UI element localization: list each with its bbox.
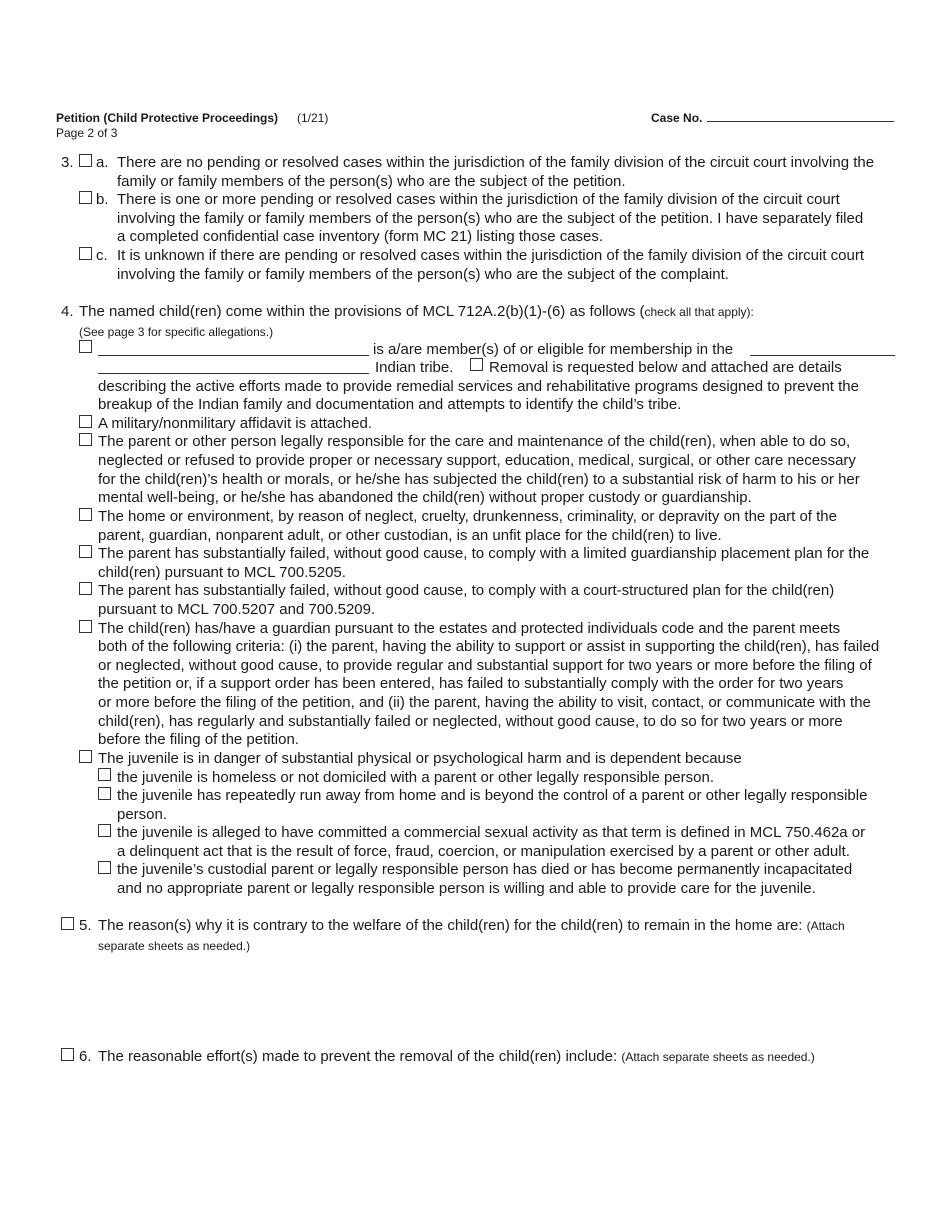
item5-text: The reason(s) why it is contrary to the welfare of the child(ren) for the child(ren) to remain in the home are: (Attach [98, 917, 845, 934]
item3b-line3: a completed confidential case inventory (form MC 21) listing those cases. [117, 228, 604, 245]
item3b-checkbox[interactable] [79, 191, 92, 204]
neglect-line1: The parent or other person legally responsible for the care and maintenance of the child(ren), when able to do so, [98, 433, 851, 450]
guardian-line4: the petition or, if a support order has been entered, has failed to substantially comply with the order for two years [98, 675, 844, 692]
item5-number: 5. [79, 917, 92, 934]
commercial-line1: the juvenile is alleged to have committed a commercial sexual activity as that term is defined in MCL 750.462a or [117, 824, 866, 841]
danger-checkbox[interactable] [79, 750, 92, 763]
child-name-field[interactable] [98, 355, 369, 356]
guardian-line1: The child(ren) has/have a guardian pursuant to the estates and protected individuals code and the parent meets [98, 620, 841, 637]
guardian-line5: or more before the filing of the petition, and (ii) the parent, having the ability to visit, contact, or communicate with the [98, 694, 871, 711]
case-no-label: Case No. [651, 111, 703, 125]
tribe-checkbox[interactable] [79, 340, 92, 353]
item3a-checkbox[interactable] [79, 154, 92, 167]
military-checkbox[interactable] [79, 415, 92, 428]
commercial-checkbox[interactable] [98, 824, 111, 837]
neglect-line2: neglected or refused to provide proper or necessary support, education, medical, surgical, or other care necessary [98, 452, 856, 469]
removal-checkbox[interactable] [470, 358, 483, 371]
item4-number: 4. [61, 303, 74, 320]
item3a-line2: family or family members of the person(s) who are the subject of the petition. [117, 173, 626, 190]
home-checkbox[interactable] [79, 508, 92, 521]
tribe-name-field-2[interactable] [98, 373, 369, 374]
guardian-line3: or neglected, without good cause, to provide regular and substantial support for two years or more before the filing of [98, 657, 872, 674]
tribe-name-field-1[interactable] [750, 355, 895, 356]
item5-note: separate sheets as needed.) [98, 939, 251, 953]
guardian-line7: before the filing of the petition. [98, 731, 299, 748]
limited-line1: The parent has substantially failed, without good cause, to comply with a limited guardianship placement plan for the [98, 545, 870, 562]
item3a-label: a. [96, 154, 109, 171]
item4-note: (See page 3 for specific allegations.) [79, 325, 274, 339]
tribe-member-text: is a/are member(s) of or eligible for membership in the [373, 341, 734, 358]
case-no-field[interactable] [707, 121, 894, 122]
limited-line2: child(ren) pursuant to MCL 700.5205. [98, 564, 346, 581]
item6-checkbox[interactable] [61, 1048, 74, 1061]
danger-text: The juvenile is in danger of substantial physical or psychological harm and is dependent because [98, 750, 742, 767]
removal-text: Removal is requested below and attached are details [489, 359, 842, 376]
runaway-line2: person. [117, 806, 168, 823]
runaway-line1: the juvenile has repeatedly run away from home and is beyond the control of a parent or other legally responsible [117, 787, 868, 804]
commercial-line2: a delinquent act that is the result of force, fraud, coercion, or manipulation exercised by a parent or other adult. [117, 843, 850, 860]
item3b-line1: There is one or more pending or resolved cases within the jurisdiction of the family division of the circuit court [117, 191, 840, 208]
page-number: Page 2 of 3 [56, 126, 118, 140]
home-line2: parent, guardian, nonparent adult, or other custodian, is an unfit place for the child(ren) to live. [98, 527, 722, 544]
form-title: Petition (Child Protective Proceedings) [56, 111, 279, 125]
custodial-line1: the juvenile’s custodial parent or legally responsible person has died or has become permanently incapacitated [117, 861, 853, 878]
item5-checkbox[interactable] [61, 917, 74, 930]
military-text: A military/nonmilitary affidavit is attached. [98, 415, 373, 432]
court-line2: pursuant to MCL 700.5207 and 700.5209. [98, 601, 376, 618]
item6-number: 6. [79, 1048, 92, 1065]
runaway-checkbox[interactable] [98, 787, 111, 800]
guardian-line2: both of the following criteria: (i) the parent, having the ability to support or assist in supporting the child(ren), has failed [98, 638, 880, 655]
custodial-line2: and no appropriate parent or legally responsible person is willing and able to provide care for the juvenile. [117, 880, 816, 897]
item3c-label: c. [96, 247, 108, 264]
neglect-checkbox[interactable] [79, 433, 92, 446]
item3b-line2: involving the family or family members of the person(s) who are the subject of the petition. I have separately filed [117, 210, 864, 227]
limited-guardianship-checkbox[interactable] [79, 545, 92, 558]
home-line1: The home or environment, by reason of neglect, cruelty, drunkenness, criminality, or depravity on the part of the [98, 508, 837, 525]
homeless-checkbox[interactable] [98, 768, 111, 781]
custodial-checkbox[interactable] [98, 861, 111, 874]
homeless-text: the juvenile is homeless or not domiciled with a parent or other legally responsible person. [117, 769, 714, 786]
item6-text: The reasonable effort(s) made to prevent the removal of the child(ren) include: (Attach separate sheets as needed.) [98, 1048, 815, 1065]
neglect-line3: for the child(ren)’s health or morals, or he/she has subjected the child(ren) to a substantial risk of harm to his or her [98, 471, 860, 488]
court-plan-checkbox[interactable] [79, 582, 92, 595]
court-line1: The parent has substantially failed, without good cause, to comply with a court-structured plan for the child(ren) [98, 582, 835, 599]
item4-intro: The named child(ren) come within the provisions of MCL 712A.2(b)(1)-(6) as follows (check all that apply): [79, 303, 754, 320]
item3-number: 3. [61, 154, 74, 171]
tribe-text: Indian tribe. [375, 359, 454, 376]
form-version: (1/21) [297, 111, 329, 125]
tribe-line1: describing the active efforts made to provide remedial services and rehabilitative programs designed to prevent the [98, 378, 859, 395]
item3c-checkbox[interactable] [79, 247, 92, 260]
guardian-checkbox[interactable] [79, 620, 92, 633]
guardian-line6: child(ren), has regularly and substantially failed or neglected, without good cause, to do so for two years or more [98, 713, 843, 730]
neglect-line4: mental well-being, or he/she has abandoned the child(ren) without proper custody or guardianship. [98, 489, 752, 506]
item3a-line1: There are no pending or resolved cases within the jurisdiction of the family division of the circuit court involving the [117, 154, 875, 171]
item3b-label: b. [96, 191, 109, 208]
item3c-line1: It is unknown if there are pending or resolved cases within the jurisdiction of the family division of the circuit court [117, 247, 865, 264]
tribe-line2: breakup of the Indian family and documentation and attempts to identify the child’s tribe. [98, 396, 682, 413]
item3c-line2: involving the family or family members of the person(s) who are the subject of the complaint. [117, 266, 729, 283]
